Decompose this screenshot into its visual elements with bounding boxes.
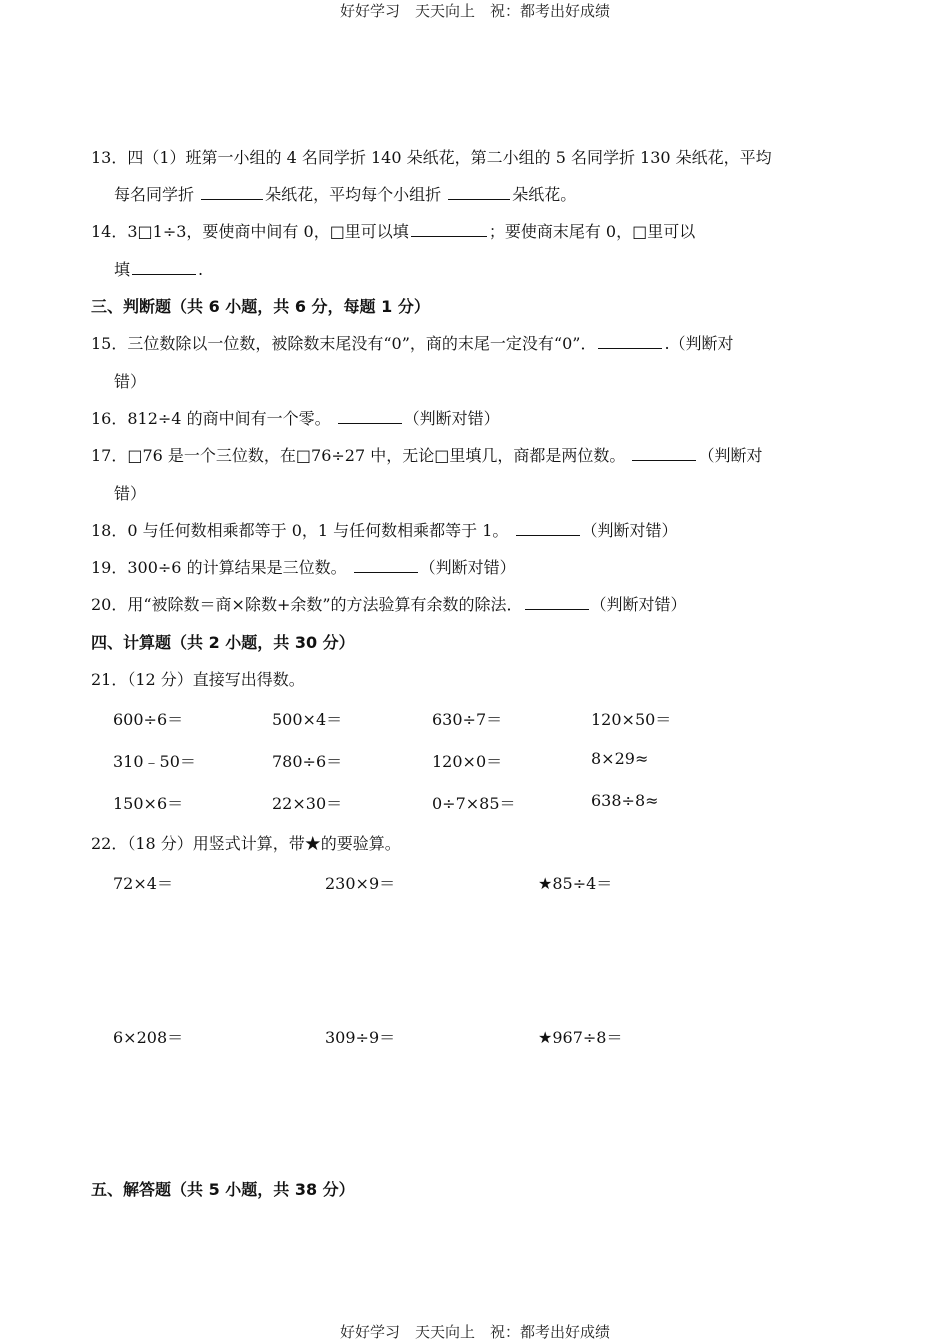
q21-item: 638÷8≈	[591, 791, 659, 810]
q21-item: 0÷7×85＝	[432, 794, 516, 813]
q14-text-b: ；要使商末尾有 0，□里可以	[488, 222, 696, 241]
q14-text-c: 填	[114, 260, 131, 279]
q15-blank[interactable]	[598, 334, 662, 349]
q13-line1: 13．四（1）班第一小组的 4 名同学折 140 朵纸花，第二小组的 5 名同学折 130 朵纸花，平均	[91, 148, 772, 167]
q16-text: 16．812÷4 的商中间有一个零。	[91, 409, 331, 428]
q21-item: 780÷6＝	[272, 752, 343, 771]
q18-line	[91, 518, 678, 541]
q13-text-b: 朵纸花，平均每个小组折	[265, 185, 442, 204]
q13-blank-1[interactable]	[201, 185, 263, 200]
q22-title: 22．（18 分）用竖式计算，带★的要验算。	[91, 834, 401, 853]
q21-item: 120×50＝	[591, 710, 672, 729]
q21-item: 8×29≈	[591, 749, 649, 768]
section-5-heading: 五、解答题（共 5 小题，共 38 分）	[91, 1180, 355, 1199]
q19-tail: （判断对错）	[419, 558, 516, 577]
q17-line1	[91, 443, 762, 466]
q19-text: 19．300÷6 的计算结果是三位数。	[91, 558, 347, 577]
q21-item: 600÷6＝	[113, 710, 184, 729]
q15-line1	[91, 331, 734, 354]
q21-item: 120×0＝	[432, 752, 503, 771]
q17-text-b: （判断对	[698, 446, 763, 465]
q22-item: 309÷9＝	[325, 1028, 396, 1047]
q21-item: 500×4＝	[272, 710, 343, 729]
page-header: 好好学习 天天向上 祝：都考出好成绩	[339, 2, 610, 20]
q19-blank[interactable]	[354, 558, 418, 573]
q22-item: ★85÷4＝	[538, 874, 613, 893]
q16-tail: （判断对错）	[403, 409, 500, 428]
q21-item: 310﹣50＝	[113, 752, 196, 771]
q22-item: 230×9＝	[325, 874, 396, 893]
q21-item: 630÷7＝	[432, 710, 503, 729]
q22-item: 72×4＝	[113, 874, 173, 893]
q21-item: 22×30＝	[272, 794, 343, 813]
q22-item: ★967÷8＝	[538, 1028, 623, 1047]
q20-tail: （判断对错）	[590, 595, 687, 614]
q18-blank[interactable]	[516, 521, 580, 536]
q20-line	[91, 592, 687, 615]
q14-blank-2[interactable]	[132, 260, 196, 275]
q19-line	[91, 555, 516, 578]
q22-item: 6×208＝	[113, 1028, 184, 1047]
q14-text-a: 14．3□1÷3，要使商中间有 0，□里可以填	[91, 222, 409, 241]
q14-text-d: .	[198, 260, 204, 279]
q18-tail: （判断对错）	[581, 521, 678, 540]
q21-title: 21．（12 分）直接写出得数。	[91, 670, 305, 689]
q17-blank[interactable]	[632, 446, 696, 461]
q15-text-b: .（判断对	[664, 334, 734, 353]
q16-blank[interactable]	[338, 409, 402, 424]
q15-line2: 错）	[114, 372, 147, 391]
q20-text: 20．用“被除数＝商×除数+余数”的方法验算有余数的除法．	[91, 595, 523, 614]
q14-blank-1[interactable]	[411, 222, 487, 237]
q13-text-c: 朵纸花。	[512, 185, 577, 204]
q17-line2: 错）	[114, 484, 147, 503]
q18-text: 18．0 与任何数相乘都等于 0，1 与任何数相乘都等于 1。	[91, 521, 509, 540]
q13-text-a: 每名同学折	[114, 185, 195, 204]
section-4-heading: 四、计算题（共 2 小题，共 30 分）	[91, 633, 355, 652]
q17-text-a: 17．□76 是一个三位数，在□76÷27 中，无论□里填几，商都是两位数。	[91, 446, 626, 465]
q14-line2	[114, 257, 203, 280]
q14-line1	[91, 219, 695, 242]
q13-blank-2[interactable]	[448, 185, 510, 200]
section-3-heading: 三、判断题（共 6 小题，共 6 分，每题 1 分）	[91, 297, 430, 316]
q21-item: 150×6＝	[113, 794, 184, 813]
q15-text-a: 15．三位数除以一位数，被除数末尾没有“0”，商的末尾一定没有“0”．	[91, 334, 597, 353]
q20-blank[interactable]	[525, 595, 589, 610]
q16-line	[91, 406, 500, 429]
q13-line2	[114, 182, 576, 205]
page-footer: 好好学习 天天向上 祝：都考出好成绩	[339, 1323, 610, 1341]
